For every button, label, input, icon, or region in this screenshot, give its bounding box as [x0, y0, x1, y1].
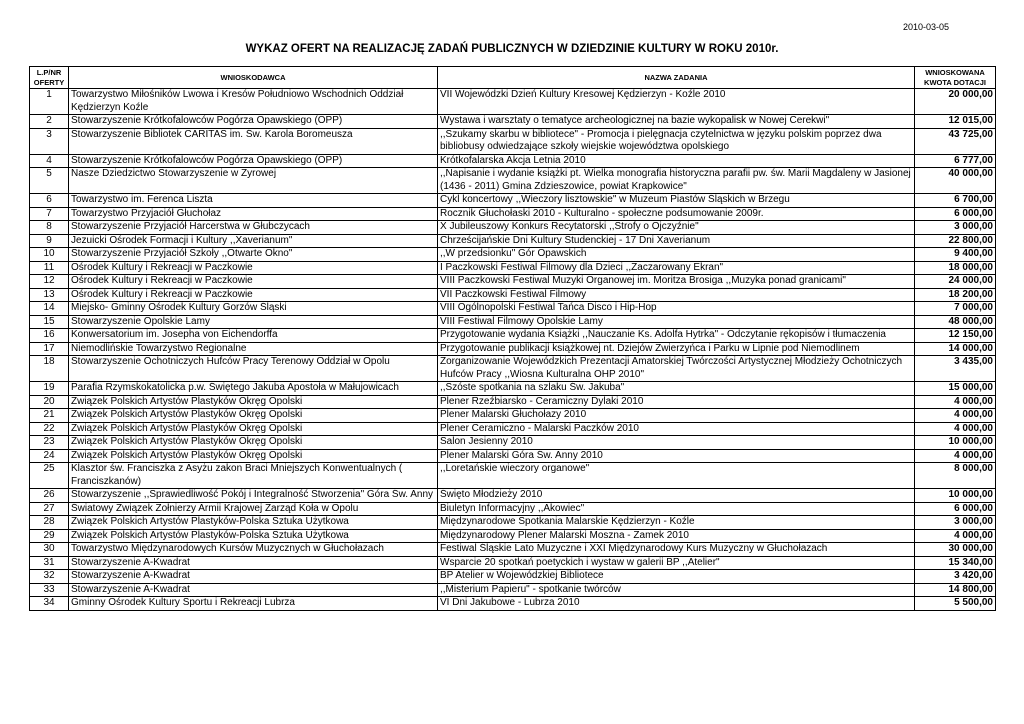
row-task: Plener Rzeźbiarsko - Ceramiczny Dylaki 2010 [438, 395, 915, 409]
header-lp-line1: L.P/NR [36, 68, 62, 77]
row-applicant: Związek Polskich Artystów Plastyków Okręg Opolski [69, 449, 438, 463]
row-amount: 43 725,00 [915, 128, 996, 154]
table-row [30, 329, 996, 343]
row-task: BP Atelier w Wojewódzkiej Bibliotece [438, 570, 915, 584]
row-applicant: Związek Polskich Artystów Plastyków Okręg Opolski [69, 422, 438, 436]
row-number: 19 [30, 382, 69, 396]
row-task: Święto Młodzieży 2010 [438, 489, 915, 503]
row-number: 22 [30, 422, 69, 436]
row-applicant: Stowarzyszenie Krótkofalowców Pogórza Opawskiego (OPP) [69, 154, 438, 168]
header-amount-line1: WNIOSKOWANA [925, 68, 985, 77]
table-row [30, 516, 996, 530]
row-applicant: Stowarzyszenie A-Kwadrat [69, 556, 438, 570]
row-amount: 15 000,00 [915, 382, 996, 396]
header-lp-line2: OFERTY [33, 77, 65, 87]
row-number: 6 [30, 194, 69, 208]
table-row [30, 556, 996, 570]
table-row [30, 597, 996, 611]
row-number: 32 [30, 570, 69, 584]
row-task: VII Wojewódzki Dzień Kultury Kresowej Kędzierzyn - Koźle 2010 [438, 89, 915, 115]
row-task: ,,Szukamy skarbu w bibliotece" - Promocja i pielęgnacja czytelnictwa w języku polskim poprzez dwa bibliobusy odwiedzające szkoły wiejskie województwa opolskiego [438, 128, 915, 154]
table-row [30, 128, 996, 154]
row-applicant: Związek Polskich Artystów Plastyków Okręg Opolski [69, 409, 438, 423]
row-number: 30 [30, 543, 69, 557]
row-applicant: Towarzystwo im. Ferenca Liszta [69, 194, 438, 208]
row-task: Przygotowanie wydania Książki ,,Nauczanie Ks. Adolfa Hytrka" - Odczytanie rękopisów i tłumaczenia [438, 329, 915, 343]
row-number: 2 [30, 115, 69, 129]
table-row [30, 261, 996, 275]
row-number: 5 [30, 168, 69, 194]
row-applicant: Związek Polskich Artystów Plastyków-Polska Sztuka Użytkowa [69, 529, 438, 543]
table-row [30, 436, 996, 450]
row-task: Cykl koncertowy ,,Wieczory lisztowskie" w Muzeum Piastów Śląskich w Brzegu [438, 194, 915, 208]
row-applicant: Ośrodek Kultury i Rekreacji w Paczkowie [69, 261, 438, 275]
row-number: 10 [30, 248, 69, 262]
row-applicant: Towarzystwo Przyjaciół Głuchołaz [69, 207, 438, 221]
row-number: 8 [30, 221, 69, 235]
row-amount: 40 000,00 [915, 168, 996, 194]
row-amount: 22 800,00 [915, 234, 996, 248]
table-row [30, 115, 996, 129]
table-row [30, 570, 996, 584]
table-row [30, 194, 996, 208]
row-amount: 10 000,00 [915, 436, 996, 450]
offers-table [29, 66, 996, 611]
row-applicant: Konwersatorium im. Josepha von Eichendorffa [69, 329, 438, 343]
row-applicant: Miejsko- Gminny Ośrodek Kultury Gorzów Śląski [69, 302, 438, 316]
row-task: Krótkofalarska Akcja Letnia 2010 [438, 154, 915, 168]
row-number: 14 [30, 302, 69, 316]
row-number: 31 [30, 556, 69, 570]
row-number: 27 [30, 502, 69, 516]
table-row [30, 422, 996, 436]
row-number: 9 [30, 234, 69, 248]
table-row [30, 463, 996, 489]
row-applicant: Stowarzyszenie Bibliotek CARITAS im. Św. Karola Boromeusza [69, 128, 438, 154]
row-amount: 18 000,00 [915, 261, 996, 275]
row-applicant: Niemodlińskie Towarzystwo Regionalne [69, 342, 438, 356]
row-task: VII Paczkowski Festiwal Filmowy [438, 288, 915, 302]
row-number: 16 [30, 329, 69, 343]
table-row [30, 489, 996, 503]
table-row [30, 315, 996, 329]
row-amount: 6 000,00 [915, 207, 996, 221]
row-applicant: Ośrodek Kultury i Rekreacji w Paczkowie [69, 288, 438, 302]
header-amount [915, 67, 996, 89]
header-amount-line2: KWOTA DOTACJI [924, 77, 986, 87]
row-applicant: Stowarzyszenie Przyjaciół Harcerstwa w Głubczycach [69, 221, 438, 235]
row-amount: 4 000,00 [915, 422, 996, 436]
row-amount: 18 200,00 [915, 288, 996, 302]
row-applicant: Gminny Ośrodek Kultury Sportu i Rekreacji Lubrza [69, 597, 438, 611]
table-body [30, 89, 996, 611]
table-row [30, 168, 996, 194]
row-applicant: Ośrodek Kultury i Rekreacji w Paczkowie [69, 275, 438, 289]
table-row [30, 382, 996, 396]
row-task: ,,Szóste spotkania na szlaku Św. Jakuba" [438, 382, 915, 396]
row-amount: 15 340,00 [915, 556, 996, 570]
row-task: ,,Misterium Papieru" - spotkanie twórców [438, 583, 915, 597]
row-task: VIII Paczkowski Festiwal Muzyki Organowej im. Moritza Brosiga ,,Muzyka ponad granicami" [438, 275, 915, 289]
row-amount: 4 000,00 [915, 449, 996, 463]
table-row [30, 221, 996, 235]
row-amount: 12 015,00 [915, 115, 996, 129]
row-number: 24 [30, 449, 69, 463]
document-title: WYKAZ OFERT NA REALIZACJĘ ZADAŃ PUBLICZNYCH W DZIEDZINIE KULTURY W ROKU 2010r. [245, 43, 779, 55]
table-row [30, 395, 996, 409]
table-row [30, 275, 996, 289]
table-row [30, 449, 996, 463]
row-number: 20 [30, 395, 69, 409]
row-amount: 12 150,00 [915, 329, 996, 343]
row-amount: 4 000,00 [915, 529, 996, 543]
row-amount: 14 800,00 [915, 583, 996, 597]
row-applicant: Parafia Rzymskokatolicka p.w. Świętego Jakuba Apostoła w Małujowicach [69, 382, 438, 396]
row-amount: 3 000,00 [915, 221, 996, 235]
row-task: VIII Ogólnopolski Festiwal Tańca Disco i Hip-Hop [438, 302, 915, 316]
row-number: 1 [30, 89, 69, 115]
row-applicant: Towarzystwo Miłośników Lwowa i Kresów Południowo Wschodnich Oddział Kędzierzyn Koźle [69, 89, 438, 115]
row-number: 17 [30, 342, 69, 356]
row-number: 34 [30, 597, 69, 611]
row-task: Chrześcijańskie Dni Kultury Studenckiej - 17 Dni Xaverianum [438, 234, 915, 248]
row-number: 13 [30, 288, 69, 302]
row-task: Plener Malarski Góra Św. Anny 2010 [438, 449, 915, 463]
table-row [30, 583, 996, 597]
row-number: 23 [30, 436, 69, 450]
row-number: 7 [30, 207, 69, 221]
row-task: VI Dni Jakubowe - Lubrza 2010 [438, 597, 915, 611]
table-row [30, 288, 996, 302]
row-task: VIII Festiwal Filmowy Opolskie Lamy [438, 315, 915, 329]
row-task: Festiwal Śląskie Lato Muzyczne i XXI Międzynarodowy Kurs Muzyczny w Głuchołazach [438, 543, 915, 557]
row-amount: 6 777,00 [915, 154, 996, 168]
row-amount: 6 700,00 [915, 194, 996, 208]
row-amount: 24 000,00 [915, 275, 996, 289]
row-number: 26 [30, 489, 69, 503]
table-header-row [30, 67, 996, 89]
row-task: Plener Malarski Głuchołazy 2010 [438, 409, 915, 423]
table-row [30, 302, 996, 316]
row-applicant: Stowarzyszenie Krótkofalowców Pogórza Opawskiego (OPP) [69, 115, 438, 129]
row-number: 33 [30, 583, 69, 597]
row-task: Rocznik Głuchołaski 2010 - Kulturalno - społeczne podsumowanie 2009r. [438, 207, 915, 221]
row-number: 12 [30, 275, 69, 289]
row-number: 18 [30, 356, 69, 382]
row-task: I Paczkowski Festiwal Filmowy dla Dzieci ,,Zaczarowany Ekran" [438, 261, 915, 275]
row-amount: 9 400,00 [915, 248, 996, 262]
row-applicant: Związek Polskich Artystów Plastyków Okręg Opolski [69, 395, 438, 409]
row-amount: 4 000,00 [915, 409, 996, 423]
row-task: Przygotowanie publikacji książkowej nt. Dziejów Zwierzyńca i Parku w Lipnie pod Niemodlinem [438, 342, 915, 356]
row-task: Salon Jesienny 2010 [438, 436, 915, 450]
row-amount: 20 000,00 [915, 89, 996, 115]
row-task: Wystawa i warsztaty o tematyce archeologicznej na bazie wykopalisk w Nowej Cerekwi" [438, 115, 915, 129]
row-amount: 3 420,00 [915, 570, 996, 584]
row-amount: 3 435,00 [915, 356, 996, 382]
table-row [30, 248, 996, 262]
row-number: 11 [30, 261, 69, 275]
row-number: 15 [30, 315, 69, 329]
row-task: Plener Ceramiczno - Malarski Paczków 2010 [438, 422, 915, 436]
row-applicant: Stowarzyszenie ,,Sprawiedliwość Pokój i Integralność Stworzenia" Góra Św. Anny [69, 489, 438, 503]
row-amount: 8 000,00 [915, 463, 996, 489]
table-row [30, 154, 996, 168]
row-applicant: Stowarzyszenie Opolskie Lamy [69, 315, 438, 329]
header-lp [30, 67, 69, 89]
row-task: Zorganizowanie Wojewódzkich Prezentacji Amatorskiej Twórczości Artystycznej Młodzieży Ochotniczych Hufców Pracy ,,Wiosna Kulturalna OHP 2010" [438, 356, 915, 382]
table-row [30, 529, 996, 543]
header-applicant: WNIOSKODAWCA [69, 67, 438, 89]
row-applicant: Nasze Dziedzictwo Stowarzyszenie w Żyrowej [69, 168, 438, 194]
row-amount: 5 500,00 [915, 597, 996, 611]
row-number: 4 [30, 154, 69, 168]
table-row [30, 409, 996, 423]
row-number: 28 [30, 516, 69, 530]
row-task: ,,W przedsionku" Gór Opawskich [438, 248, 915, 262]
row-amount: 3 000,00 [915, 516, 996, 530]
row-applicant: Związek Polskich Artystów Plastyków-Polska Sztuka Użytkowa [69, 516, 438, 530]
table-row [30, 89, 996, 115]
row-task: X Jubileuszowy Konkurs Recytatorski ,,Strofy o Ojczyźnie" [438, 221, 915, 235]
row-applicant: Klasztor św. Franciszka z Asyżu zakon Braci Mniejszych Konwentualnych ( Franciszkanów) [69, 463, 438, 489]
row-task: Wsparcie 20 spotkań poetyckich i wystaw w galerii BP ,,Atelier" [438, 556, 915, 570]
row-amount: 6 000,00 [915, 502, 996, 516]
row-task: ,,Napisanie i wydanie książki pt. Wielka monografia historyczna parafii pw. św. Marii Magdaleny w Jasionej (1436 - 2011) Gmina Zdzieszowice, powiat Krapkowice" [438, 168, 915, 194]
document-date: 2010-03-05 [903, 22, 950, 32]
row-applicant: Stowarzyszenie Ochotniczych Hufców Pracy Terenowy Oddział w Opolu [69, 356, 438, 382]
table-row [30, 342, 996, 356]
row-amount: 4 000,00 [915, 395, 996, 409]
table-row [30, 234, 996, 248]
row-number: 29 [30, 529, 69, 543]
row-applicant: Światowy Związek Żołnierzy Armii Krajowej Zarząd Koła w Opolu [69, 502, 438, 516]
row-amount: 10 000,00 [915, 489, 996, 503]
row-applicant: Stowarzyszenie Przyjaciół Szkoły ,,Otwarte Okno" [69, 248, 438, 262]
header-task: NAZWA ZADANIA [438, 67, 915, 89]
row-applicant: Towarzystwo Międzynarodowych Kursów Muzycznych w Głuchołazach [69, 543, 438, 557]
table-row [30, 502, 996, 516]
row-number: 3 [30, 128, 69, 154]
table-row [30, 543, 996, 557]
row-task: Biuletyn Informacyjny ,,Akowiec" [438, 502, 915, 516]
row-applicant: Związek Polskich Artystów Plastyków Okręg Opolski [69, 436, 438, 450]
row-number: 25 [30, 463, 69, 489]
table-row [30, 356, 996, 382]
row-amount: 30 000,00 [915, 543, 996, 557]
table-row [30, 207, 996, 221]
row-task: Międzynarodowe Spotkania Malarskie Kędzierzyn - Koźle [438, 516, 915, 530]
row-amount: 48 000,00 [915, 315, 996, 329]
row-task: ,,Loretańskie wieczory organowe" [438, 463, 915, 489]
row-number: 21 [30, 409, 69, 423]
row-applicant: Stowarzyszenie A-Kwadrat [69, 583, 438, 597]
row-amount: 14 000,00 [915, 342, 996, 356]
row-applicant: Stowarzyszenie A-Kwadrat [69, 570, 438, 584]
row-task: Międzynarodowy Plener Malarski Moszna - Zamek 2010 [438, 529, 915, 543]
row-amount: 7 000,00 [915, 302, 996, 316]
row-applicant: Jezuicki Ośrodek Formacji i Kultury ,,Xaverianum" [69, 234, 438, 248]
